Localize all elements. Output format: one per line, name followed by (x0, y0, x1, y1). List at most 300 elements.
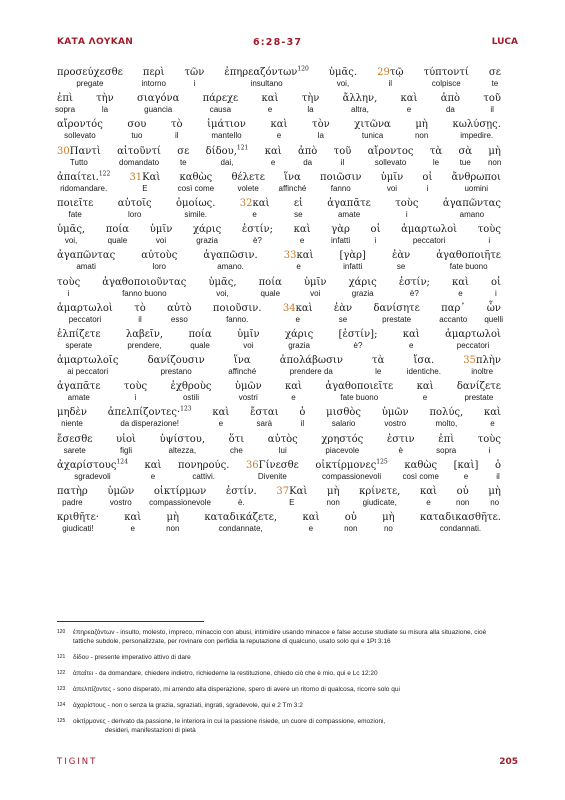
italian-gloss: infatti (331, 236, 351, 246)
greek-word: ἀπαίτει.$^{122}$ (57, 170, 111, 183)
italian-gloss: Tutto (69, 157, 88, 167)
italian-gloss: le (432, 157, 440, 167)
greek-word: μὴ (488, 145, 501, 157)
greek-word: καθὼς (179, 171, 213, 183)
italian-gloss: che (229, 445, 243, 455)
greek-word: καὶ (451, 276, 469, 288)
italian-gloss: e (409, 340, 414, 350)
italian-gloss: i (426, 183, 429, 193)
italian-line (57, 367, 501, 378)
greek-word: τοὺς (477, 433, 501, 445)
italian-gloss: il (138, 314, 142, 324)
italian-gloss: la (101, 105, 109, 115)
italian-gloss: amate (67, 393, 90, 403)
italian-gloss: voi, (216, 288, 229, 298)
greek-word: ὑψίστου, (159, 433, 206, 445)
greek-word: παρ᾽ (441, 302, 466, 314)
italian-gloss: loro (152, 262, 166, 272)
greek-word: καὶ (420, 486, 437, 497)
greek-word: εἰ (293, 197, 303, 209)
greek-word: τύπτοντί (423, 67, 469, 78)
greek-word: δίδου,$^{121}$ (205, 144, 249, 157)
greek-word: ἁμαρτωλοὶ (401, 224, 458, 236)
italian-gloss: da (445, 105, 455, 115)
italian-line (57, 184, 501, 195)
greek-word: πατὴρ (57, 486, 88, 497)
italian-gloss: quale (107, 236, 128, 246)
greek-word: τῶν (184, 67, 205, 78)
italian-gloss: compassionevole (149, 498, 211, 507)
italian-gloss: prestate (382, 314, 412, 324)
italian-gloss: e (295, 314, 300, 324)
greek-word: καὶ (402, 328, 420, 340)
greek-word: τοὺς (123, 381, 148, 393)
interlinear-line (57, 460, 501, 486)
footnote-number: 122 (57, 670, 66, 676)
greek-word: ἀπολάβωσιν (279, 355, 343, 367)
italian-gloss: tunica (361, 131, 384, 141)
italian-gloss: Divenite (257, 471, 287, 481)
italian-gloss: sopra (436, 445, 457, 455)
italian-gloss: amano. (217, 262, 244, 272)
italian-gloss: grazia (351, 288, 374, 298)
italian-gloss: è. (237, 498, 245, 507)
footnote (57, 685, 507, 694)
greek-word: οἱ (490, 276, 501, 288)
greek-word: ἄνθρωποι (451, 171, 501, 183)
greek-word: δανίσητε (373, 302, 420, 314)
italian-gloss: fanno (330, 183, 351, 193)
italian-gloss: uomini (464, 183, 489, 193)
greek-word: υἱοὶ (116, 433, 136, 445)
italian-gloss: sopra (55, 105, 76, 115)
italian-gloss: fate buono (449, 262, 488, 272)
italian-gloss: te (179, 157, 187, 167)
italian-gloss: e (422, 393, 428, 403)
footnote-ref: 124 (116, 458, 128, 466)
italian-line (57, 158, 501, 169)
greek-word: περὶ (142, 67, 165, 78)
greek-line (57, 119, 501, 131)
greek-word: αἴροντός (57, 119, 103, 131)
italian-gloss: è? (353, 340, 363, 350)
greek-word: χάρις (284, 328, 314, 340)
footnote-ref: 125 (376, 458, 388, 466)
greek-word: ὑμῶν (381, 407, 409, 419)
footnote-text: ἐπηρεαζόντων - insulto, molesto, impreco, minaccio con abusi, intimidire usando minacce e false accuse studiate su misura alla situazione, cioè tattiche subdole, personalizzate, per rovinare con perfidia la reputazione di qualcuno, usato solo qui e 1Pt 3:16 (73, 629, 487, 645)
greek-word: ἐπὶ (438, 433, 455, 445)
footnote-text: ἀπελπίζοντες - sono disperato, mi arrendo alla disperazione, spero di avere un ritorno di qualcosa, ricorre solo qui (73, 686, 400, 693)
greek-line (57, 486, 501, 498)
greek-word: ἐχθροὺς (170, 381, 212, 393)
greek-word: ὁ (299, 407, 306, 419)
greek-word: οὐ (344, 512, 357, 524)
footnote-text: δίδου - presente imperativo attivo di dare (73, 654, 191, 661)
greek-word: ἀγαπῶντας (442, 197, 501, 209)
italian-gloss: altra, (351, 105, 369, 115)
greek-word: 32καὶ (239, 197, 270, 209)
italian-gloss: i (193, 79, 196, 88)
italian-gloss: vostri (238, 393, 258, 403)
greek-word: ποία (258, 276, 282, 288)
footnote (57, 701, 507, 710)
italian-gloss: sarà (256, 419, 273, 429)
greek-word: τὸν (312, 119, 330, 131)
italian-gloss: amano (459, 209, 485, 219)
greek-word: οἰκτίρμονες$^{125}$ (315, 458, 388, 471)
italian-line (57, 472, 501, 483)
italian-gloss: i (488, 236, 491, 246)
italian-line (57, 236, 501, 247)
italian-gloss: no (383, 524, 393, 534)
italian-gloss: prestano (160, 367, 192, 377)
italian-gloss: non (166, 524, 180, 534)
italian-gloss: e (270, 157, 276, 167)
italian-line (57, 498, 501, 509)
italian-gloss: e (218, 419, 224, 429)
italian-gloss: quale (260, 288, 281, 298)
italian-gloss: così come (177, 183, 215, 193)
greek-word: ἐστίν. (225, 486, 257, 497)
greek-line (57, 381, 501, 393)
italian-gloss: peccatori (68, 314, 102, 324)
greek-word: οἰκτίρμων (153, 486, 207, 497)
greek-word: ἀγαπᾶτε (57, 381, 101, 393)
greek-word: καὶ (416, 381, 434, 393)
greek-word: σε (177, 145, 190, 157)
interlinear-line (57, 303, 501, 329)
italian-gloss: volete (237, 183, 259, 193)
greek-word: μὴ (382, 512, 395, 524)
greek-word: καὶ (293, 224, 311, 236)
greek-word: τὴν (301, 93, 320, 105)
italian-gloss: intorno (141, 79, 166, 88)
greek-word: ὑμῖν (303, 276, 327, 288)
greek-word: λαβεῖν, (125, 328, 164, 340)
greek-word: ὑμῖν (149, 224, 173, 236)
verse-number: 37 (276, 486, 290, 497)
footnote (57, 628, 507, 646)
greek-word: ἄλλην, (342, 93, 378, 105)
greek-word: ἵνα (233, 355, 251, 367)
italian-gloss: e (406, 105, 412, 115)
greek-word: 33καὶ (283, 250, 314, 262)
italian-gloss: amate (337, 209, 361, 219)
greek-word: κριθῆτε· (57, 512, 99, 524)
greek-word: [ἐστίν]; (338, 328, 378, 340)
italian-line (57, 289, 501, 300)
italian-gloss: i (488, 445, 491, 455)
footnote-number: 121 (57, 654, 66, 660)
greek-word: χάρις (348, 276, 377, 288)
greek-word: ποία (188, 328, 212, 340)
greek-word: σε (488, 67, 501, 78)
interlinear-text (57, 67, 501, 538)
greek-word: σὰ (458, 145, 473, 157)
italian-gloss: altezza, (168, 445, 197, 455)
italian-line (57, 419, 501, 430)
italian-gloss: le (375, 367, 382, 377)
italian-gloss: e (150, 471, 156, 481)
greek-word: ἀγαπῶσιν. (203, 250, 258, 262)
italian-gloss: tue (459, 157, 471, 167)
italian-gloss: condannati. (439, 524, 482, 534)
italian-gloss: da (303, 157, 313, 167)
italian-gloss: prendere da (289, 367, 333, 377)
greek-line (57, 67, 501, 79)
greek-word: μὴ (166, 512, 180, 524)
greek-word: τὰ (429, 145, 443, 157)
italian-gloss: e (130, 524, 135, 534)
italian-gloss: domandato (119, 157, 160, 167)
italian-gloss: e (267, 105, 273, 115)
italian-gloss: se (294, 209, 303, 219)
greek-word: αὐτὸς (267, 433, 298, 445)
italian-gloss: e (296, 262, 301, 272)
greek-word: ὑμῖν (380, 171, 404, 183)
greek-line (57, 224, 501, 236)
interlinear-line (57, 277, 501, 303)
greek-word: 30Παντὶ (57, 145, 101, 157)
italian-gloss: ostili (182, 393, 199, 403)
footnote-divider (57, 621, 204, 622)
greek-word: προσεύχεσθε (57, 67, 123, 78)
greek-word: δανίζουσιν (147, 355, 205, 367)
italian-gloss: fate (68, 209, 82, 219)
greek-word: πολύς, (429, 407, 464, 419)
italian-gloss: identiche. (406, 367, 441, 377)
greek-word: καὶ (264, 145, 282, 157)
greek-word: ὑμῖν (237, 328, 260, 340)
italian-line (57, 341, 501, 352)
verse-number: 30 (57, 145, 70, 157)
italian-gloss: voi, (336, 79, 350, 88)
footnote-text: ἀχαρίστους - non o senza la grazia, sgraziati, ingrati, sgradevole, qui e 2 Tm 3:2 (73, 702, 303, 709)
italian-gloss: e (308, 524, 314, 534)
italian-gloss: ai peccatori (67, 367, 109, 377)
italian-gloss: fanno. (226, 314, 249, 324)
greek-word: πονηρούς. (177, 459, 230, 471)
footnote-number: 123 (57, 686, 66, 692)
greek-line (57, 434, 501, 446)
italian-gloss: fanno buono (122, 288, 167, 298)
interlinear-line (57, 67, 501, 93)
greek-line (57, 407, 501, 419)
interlinear-line (57, 250, 501, 276)
greek-word: μὴ (488, 486, 501, 497)
italian-gloss: padre (62, 498, 83, 507)
greek-line (57, 198, 501, 210)
italian-gloss: affinché (278, 183, 307, 193)
italian-gloss: cattivi. (192, 471, 215, 481)
italian-gloss: il (300, 419, 305, 429)
greek-word: ὑμῶν (107, 486, 135, 497)
greek-line (57, 512, 501, 524)
italian-gloss: peccatori (456, 340, 490, 350)
interlinear-line (57, 119, 501, 145)
greek-word: αὐτὸ (167, 302, 192, 314)
italian-gloss: non (456, 498, 470, 507)
greek-word: χάρις (193, 224, 222, 236)
italian-gloss: compassionevoli (322, 471, 382, 481)
interlinear-line (57, 146, 501, 172)
greek-word: ποία (105, 224, 130, 236)
italian-gloss: insultano (250, 79, 283, 88)
greek-word: δανίζετε (456, 381, 501, 393)
greek-word: ἀγαθοποιοῦντας (102, 276, 187, 288)
greek-word: τὸ (170, 119, 183, 131)
greek-word: ἐστίν; (398, 276, 430, 288)
italian-gloss: vostro (384, 419, 407, 429)
greek-word: ὑμᾶς, (208, 276, 237, 288)
italian-gloss: e (463, 471, 469, 481)
greek-word: ὁ (494, 459, 501, 471)
footnote-number: 124 (57, 702, 66, 708)
interlinear-line (57, 329, 501, 355)
italian-gloss: molto, (435, 419, 458, 429)
greek-word: καὶ (302, 512, 320, 524)
italian-gloss: non (344, 524, 358, 534)
italian-gloss: te (491, 79, 499, 88)
greek-word: καὶ (285, 381, 302, 393)
italian-gloss: e (490, 419, 495, 429)
interlinear-line (57, 198, 501, 224)
italian-line (57, 315, 501, 326)
italian-line (57, 524, 501, 535)
italian-gloss: quale (190, 340, 210, 350)
italian-gloss: niente (61, 419, 83, 429)
italian-gloss: E (142, 183, 148, 193)
greek-word: καὶ (261, 93, 279, 105)
italian-gloss: accanto (439, 314, 468, 324)
greek-word: καὶ (400, 93, 418, 105)
greek-word: [γὰρ] (339, 250, 366, 262)
italian-gloss: i (405, 209, 408, 219)
greek-word: 34καὶ (282, 302, 313, 314)
greek-word: οἱ (422, 171, 433, 183)
greek-word: ἁμαρτωλοὶ (57, 302, 113, 314)
greek-word: ἐστίν; (241, 224, 273, 236)
greek-word: ποιοῦσιν. (212, 302, 262, 314)
interlinear-line (57, 381, 501, 407)
italian-gloss: piacevole (325, 445, 360, 455)
footnote-text-continued: desideri, manifestazioni di pietà (105, 727, 196, 734)
italian-gloss: peccatori (412, 236, 446, 246)
greek-word: καὶ (124, 512, 142, 524)
greek-word: καὶ (212, 407, 230, 419)
italian-line (57, 210, 501, 221)
greek-line (57, 303, 501, 315)
italian-gloss: E (289, 498, 295, 507)
italian-gloss: non (414, 131, 429, 141)
italian-gloss: simile. (184, 209, 208, 219)
italian-gloss: grazia (196, 236, 218, 246)
greek-word: 37Καὶ (276, 486, 308, 497)
italian-line (57, 446, 501, 457)
italian-gloss: salario (331, 419, 356, 429)
interlinear-line (57, 172, 501, 198)
italian-gloss: tuo (131, 131, 143, 141)
italian-gloss: fate buono (340, 393, 379, 403)
italian-gloss: infatti (343, 262, 363, 272)
italian-gloss: da disperazione! (120, 419, 180, 429)
greek-word: ἱμάτιον (207, 119, 246, 131)
italian-gloss: così come (402, 471, 439, 481)
italian-gloss: i (134, 393, 137, 403)
italian-gloss: amati (76, 262, 96, 272)
publisher-mark: TIGINT (57, 757, 98, 767)
italian-gloss: sperate (65, 340, 93, 350)
greek-word: ἀγαθοποιῆτε (436, 250, 501, 262)
footnotes (57, 628, 507, 742)
greek-word: ἵνα (284, 171, 301, 183)
italian-line (57, 262, 501, 273)
greek-word: ἀγαθοποιεῖτε (325, 381, 394, 393)
greek-word: σου (127, 119, 147, 131)
greek-word: ἐλπίζετε (57, 328, 101, 340)
footnote-ref: 123 (180, 406, 192, 414)
greek-word: καταδικασθῆτε. (419, 512, 501, 524)
italian-gloss: e (276, 131, 282, 141)
italian-line (57, 393, 501, 404)
greek-word: γὰρ (331, 224, 350, 236)
italian-gloss: e (458, 288, 463, 298)
greek-word: ὅτι (228, 433, 245, 445)
greek-word: χιτῶνα (354, 119, 391, 131)
italian-gloss: guancia (144, 105, 173, 115)
greek-word: ἀπὸ (440, 93, 461, 105)
greek-word: [καὶ] (453, 459, 479, 471)
italian-gloss: vostro (109, 498, 132, 507)
italian-gloss: giudicati! (62, 524, 94, 534)
italian-gloss: voi (243, 340, 254, 350)
verse-number: 29 (377, 67, 390, 78)
greek-line (57, 460, 501, 472)
greek-word: αὐτοὺς (141, 250, 178, 262)
greek-word: ἔσται (250, 407, 279, 419)
greek-word: 35πλὴν (463, 355, 501, 367)
greek-word: 29τῷ (377, 67, 404, 78)
italian-gloss: i (495, 288, 497, 298)
footnote-ref: 120 (297, 65, 309, 73)
greek-word: ἀγαπᾶτε (327, 197, 371, 209)
italian-gloss: la (317, 131, 324, 141)
greek-word: ἐὰν (333, 302, 353, 314)
greek-word: κρίνετε, (359, 486, 401, 497)
greek-word: ἀγαπῶντας (57, 250, 116, 262)
italian-line (57, 105, 501, 116)
greek-line (57, 355, 501, 367)
page-number: 205 (499, 757, 518, 767)
greek-word: ποιῶσιν (320, 171, 362, 183)
italian-gloss: pregate (76, 79, 104, 88)
italian-gloss: la (307, 105, 314, 115)
footnote (57, 653, 507, 662)
greek-word: ὁμοίως. (175, 197, 216, 209)
italian-gloss: è (398, 445, 403, 455)
greek-word: αἴροντος (367, 145, 414, 157)
italian-gloss: è? (252, 236, 262, 246)
italian-gloss: sarete (63, 445, 86, 455)
greek-word: ἁμαρτωλοῖς (57, 355, 119, 367)
greek-word: κωλύσῃς. (452, 119, 501, 131)
greek-word: ἐπηρεαζόντων$^{120}$ (224, 65, 309, 78)
greek-word: καταδικάζετε, (204, 512, 278, 524)
italian-gloss: quelli (484, 314, 503, 324)
greek-word: καθὼς (404, 459, 438, 471)
greek-word: 36Γίνεσθε (245, 459, 299, 471)
book-title: ΚΑΤΑ ΛΟΥΚΑΝ (57, 37, 134, 47)
